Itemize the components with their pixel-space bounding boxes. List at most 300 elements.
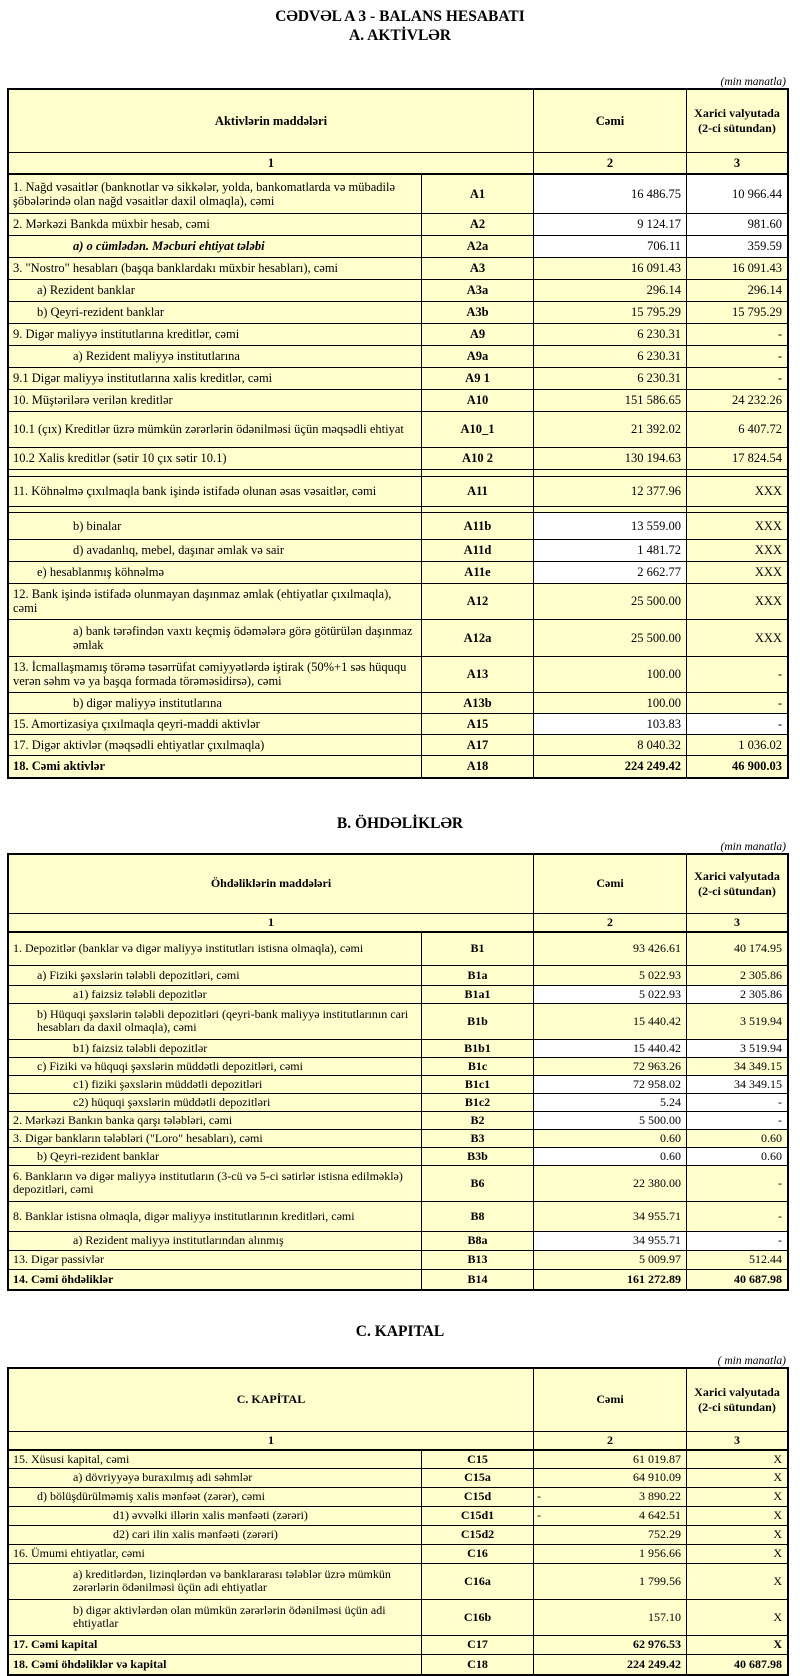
item-code: A3b: [422, 301, 534, 323]
item-label: [9, 1003, 422, 1039]
value-foreign-currency: 15 795.29: [687, 301, 787, 323]
table-row-B1b1: [9, 1039, 787, 1057]
item-code: C15d1: [422, 1506, 534, 1525]
value-total: 296.14: [534, 279, 687, 301]
table-row-B3: [9, 1129, 787, 1147]
value-foreign-currency: -: [687, 692, 787, 713]
item-code: A2: [422, 213, 534, 235]
value-total: 1 956.66: [534, 1544, 687, 1563]
value-foreign-currency: 981.60: [687, 213, 787, 235]
item-label: [9, 1039, 422, 1057]
value-total: 130 194.63: [534, 447, 687, 469]
header-items-column: Aktivlərin maddələri: [9, 90, 534, 152]
value-foreign-currency: XXX: [687, 476, 787, 506]
header-items-column: Öhdəliklərin maddələri: [9, 855, 534, 913]
table-row-A9-1: [9, 367, 787, 389]
item-label: [9, 173, 422, 213]
item-label: [9, 583, 422, 619]
item-label-text: b) digər maliyyə institutlarına: [73, 695, 222, 710]
value-total: 16 091.43: [534, 257, 687, 279]
value-foreign-currency: 16 091.43: [687, 257, 787, 279]
title-line-2-assets: A. AKTİVLƏR: [349, 27, 451, 45]
table-row-A12: [9, 583, 787, 619]
item-code: A12: [422, 583, 534, 619]
value-foreign-currency: 296.14: [687, 279, 787, 301]
item-code: A13b: [422, 692, 534, 713]
item-label-text: 12. Bank işində istifadə olunmayan daşınmaz əmlak (ehtiyatlar çıxılmaqla), cəmi: [13, 587, 392, 616]
value-foreign-currency: -: [687, 1093, 787, 1111]
spacer-cell: [9, 469, 422, 476]
table-row-B6: [9, 1165, 787, 1201]
table-row-B3b: [9, 1147, 787, 1165]
item-label: [9, 257, 422, 279]
value-foreign-currency: XXX: [687, 539, 787, 561]
item-label: [9, 411, 422, 447]
value-foreign-currency: 3 519.94: [687, 1003, 787, 1039]
value-total: 1 799.56: [534, 1563, 687, 1599]
item-label: [9, 561, 422, 583]
column-number-1: 1: [9, 913, 534, 931]
value-total: 8 040.32: [534, 734, 687, 755]
table-row-C15d1: [9, 1506, 787, 1525]
column-number-2: 2: [534, 152, 687, 173]
value-total: 224 249.42: [534, 1654, 687, 1674]
value-foreign-currency: X: [687, 1525, 787, 1544]
unit-note-liabilities: (min manatla): [720, 840, 786, 853]
table-row-A11b: [9, 512, 787, 539]
liabilities-column-number-row: [9, 913, 787, 931]
item-label: [9, 692, 422, 713]
item-code: B8: [422, 1201, 534, 1231]
value-total: 5 500.00: [534, 1111, 687, 1129]
item-label-text: 16. Ümumi ehtiyatlar, cəmi: [13, 1546, 145, 1561]
table-row-A11d: [9, 539, 787, 561]
table-row-A2a: [9, 235, 787, 257]
value-total: 706.11: [534, 235, 687, 257]
item-label-text: 2. Mərkəzi Bankda müxbir hesab, cəmi: [13, 217, 210, 232]
column-number-1: 1: [9, 152, 534, 173]
value-foreign-currency: 2 305.86: [687, 985, 787, 1003]
item-code: A9a: [422, 345, 534, 367]
value-foreign-currency: 3 519.94: [687, 1039, 787, 1057]
item-label-text: 11. Köhnəlmə çıxılmaqla bank işində istifadə olunan əsas vəsaitlər, cəmi: [13, 484, 377, 499]
value-foreign-currency: 1 036.02: [687, 734, 787, 755]
item-label-text: 17. Digər aktivlər (məqsədli ehtiyatlar çıxılmaqla): [13, 737, 265, 752]
table-row-B13: [9, 1250, 787, 1269]
item-label: [9, 1165, 422, 1201]
item-label: [9, 1544, 422, 1563]
item-label-text: a) kreditlərdən, lizinqlərdən və banklararası tələblər üzrə mümkün zərərlərin ödənilməsi üçün adi ehtiyatlar: [73, 1566, 391, 1595]
item-label: [9, 235, 422, 257]
item-code: C17: [422, 1635, 534, 1654]
item-label-text: b1) faizsiz tələbli depozitlər: [73, 1040, 208, 1055]
table-row-A12a: [9, 619, 787, 656]
value-total: 1 481.72: [534, 539, 687, 561]
value-foreign-currency: -: [687, 713, 787, 734]
item-code: A18: [422, 755, 534, 777]
item-label-text: 10.1 (çıx) Kreditlər üzrə mümkün zərərlərin ödənilməsi üçün məqsədli ehtiyat: [13, 422, 404, 437]
table-row-B1a: [9, 965, 787, 985]
item-code: A3: [422, 257, 534, 279]
item-code: B3b: [422, 1147, 534, 1165]
item-label: [9, 1093, 422, 1111]
item-code: B6: [422, 1165, 534, 1201]
value-total: 6 230.31: [534, 323, 687, 345]
table-row-C16: [9, 1544, 787, 1563]
item-label-text: c) Fiziki və hüquqi şəxslərin müddətli depozitləri, cəmi: [37, 1058, 303, 1073]
table-row-B14: [9, 1269, 787, 1289]
value-total: 15 795.29: [534, 301, 687, 323]
assets-column-number-row: [9, 152, 787, 173]
item-code: A2a: [422, 235, 534, 257]
value-total: 151 586.65: [534, 389, 687, 411]
item-label: [9, 713, 422, 734]
value-total: 13 559.00: [534, 512, 687, 539]
value-total: 5 022.93: [534, 965, 687, 985]
item-code: C16b: [422, 1599, 534, 1635]
table-row-A3b: [9, 301, 787, 323]
title-line-1: CƏDVƏL A 3 - BALANS HESABATI: [275, 8, 525, 25]
section-c-title: C. KAPITAL: [355, 1322, 445, 1340]
spacer-cell: [534, 469, 687, 476]
item-label-text: e) hesablanmış köhnəlmə: [37, 565, 165, 580]
value-total: 157.10: [534, 1599, 687, 1635]
item-code: A10: [422, 389, 534, 411]
value-foreign-currency: 512.44: [687, 1250, 787, 1269]
item-code: B2: [422, 1111, 534, 1129]
item-code: B1: [422, 931, 534, 965]
item-label-text: b) Qeyri-rezident banklar: [37, 1148, 159, 1163]
value-foreign-currency: X: [687, 1487, 787, 1506]
column-number-1: 1: [9, 1431, 534, 1449]
item-code: A3a: [422, 279, 534, 301]
value-foreign-currency: 0.60: [687, 1147, 787, 1165]
item-code: A11d: [422, 539, 534, 561]
item-label-text: b) digər aktivlərdən olan mümkün zərərlərin ödənilməsi üçün adi ehtiyatlar: [73, 1602, 386, 1631]
table-row-A11e: [9, 561, 787, 583]
unit-note-assets: (min manatla): [720, 75, 786, 88]
value-foreign-currency: 34 349.15: [687, 1057, 787, 1075]
item-label: [9, 1654, 422, 1674]
item-code: A12a: [422, 619, 534, 656]
item-label-text: a) Rezident maliyyə institutlarına: [73, 349, 240, 364]
value-total: 103.83: [534, 713, 687, 734]
section-b-title: B. ÖHDƏLİKLƏR: [336, 814, 464, 832]
value-foreign-currency: -: [687, 1111, 787, 1129]
header-foreign-currency-column: Xarici valyutada (2-ci sütundan): [694, 869, 780, 898]
item-label: [9, 1231, 422, 1250]
table-row-C18: [9, 1654, 787, 1674]
item-label: [9, 1487, 422, 1506]
value-total: 15 440.42: [534, 1039, 687, 1057]
item-code: C15d: [422, 1487, 534, 1506]
item-label-text: 1. Nağd vəsaitlər (banknotlar və sikkələr, yolda, bankomatlarda və mübadilə şöbələrində olan nağd vəsaitlər daxil olmaqla), cəmi: [13, 179, 396, 208]
item-label: [9, 985, 422, 1003]
value-total: 9 124.17: [534, 213, 687, 235]
item-code: B1a1: [422, 985, 534, 1003]
table-row-A10-2: [9, 447, 787, 469]
value-foreign-currency: 17 824.54: [687, 447, 787, 469]
value-total: 25 500.00: [534, 619, 687, 656]
value-foreign-currency: 40 687.98: [687, 1654, 787, 1674]
table-row-A1: [9, 173, 787, 213]
column-number-2: 2: [534, 1431, 687, 1449]
value-total: 15 440.42: [534, 1003, 687, 1039]
header-total-column: Cəmi: [534, 855, 687, 913]
item-label-text: b) Qeyri-rezident banklar: [37, 305, 165, 320]
table-row-B1c: [9, 1057, 787, 1075]
value-foreign-currency: X: [687, 1468, 787, 1487]
minus-sign: -: [537, 1489, 541, 1504]
item-label: [9, 539, 422, 561]
item-label-text: 13. İcmallaşmamış törəmə təsərrüfat cəmiyyətlərdə iştirak (50%+1 səs hüququ verən səhm və ya başqa formada törəməsidirsə), cəmi: [13, 660, 407, 689]
value-total: 100.00: [534, 656, 687, 692]
liabilities-table-header: [9, 855, 787, 913]
document-title: [0, 0, 800, 46]
item-code: C16a: [422, 1563, 534, 1599]
item-code: B1b1: [422, 1039, 534, 1057]
item-label: [9, 1506, 422, 1525]
table-row-A9: [9, 323, 787, 345]
value-foreign-currency: 34 349.15: [687, 1075, 787, 1093]
minus-sign: -: [537, 1508, 541, 1523]
item-code: A17: [422, 734, 534, 755]
value-total: 0.60: [534, 1129, 687, 1147]
column-number-3: 3: [687, 913, 787, 931]
item-label: [9, 1201, 422, 1231]
value-total: 34 955.71: [534, 1231, 687, 1250]
value-foreign-currency: 0.60: [687, 1129, 787, 1147]
value-total: 93 426.61: [534, 931, 687, 965]
item-label-text: 2. Mərkəzi Bankın banka qarşı tələbləri, cəmi: [13, 1112, 233, 1127]
table-row-B8a: [9, 1231, 787, 1250]
table-row-A18: [9, 755, 787, 777]
item-label-text: 8. Banklar istisna olmaqla, digər maliyyə institutlarının kreditləri, cəmi: [13, 1208, 355, 1223]
item-label: [9, 1111, 422, 1129]
value-total: 0.60: [534, 1147, 687, 1165]
value-total: 161 272.89: [534, 1269, 687, 1289]
assets-table-header: [9, 90, 787, 152]
item-label-text: 17. Cəmi kapital: [13, 1637, 98, 1652]
item-code: B3: [422, 1129, 534, 1147]
item-label: [9, 1563, 422, 1599]
value-total: 6 230.31: [534, 345, 687, 367]
value-total-number: 4 642.51: [639, 1508, 681, 1523]
table-row-A17: [9, 734, 787, 755]
item-label-text: a) Rezident banklar: [37, 283, 135, 298]
item-label: [9, 656, 422, 692]
value-foreign-currency: X: [687, 1544, 787, 1563]
table-row-A3: [9, 257, 787, 279]
table-row-A13: [9, 656, 787, 692]
item-code: A1: [422, 173, 534, 213]
item-label: [9, 1525, 422, 1544]
value-foreign-currency: -: [687, 367, 787, 389]
item-label: [9, 1147, 422, 1165]
table-row-A9a: [9, 345, 787, 367]
value-total: 5.24: [534, 1093, 687, 1111]
item-label-text: b) Hüquqi şəxslərin tələbli depozitləri (qeyri-bank maliyyə institutlarının cari hesabları da daxil olmaqla), cəmi: [37, 1006, 409, 1035]
item-code: A10_1: [422, 411, 534, 447]
value-total: 21 392.02: [534, 411, 687, 447]
item-code: A11e: [422, 561, 534, 583]
value-total: 61 019.87: [534, 1449, 687, 1468]
table-row-C15: [9, 1449, 787, 1468]
item-label-text: a) Rezident maliyyə institutlarından alınmış: [73, 1233, 284, 1248]
item-label-text: a) bank tərəfindən vaxtı keçmiş ödəmələrə görə götürülən daşınmaz əmlak: [73, 623, 413, 652]
item-label: [9, 1269, 422, 1289]
item-code: B1b: [422, 1003, 534, 1039]
value-foreign-currency: X: [687, 1506, 787, 1525]
table-row-A3a: [9, 279, 787, 301]
value-foreign-currency: -: [687, 656, 787, 692]
table-row-B2: [9, 1111, 787, 1129]
value-total: 12 377.96: [534, 476, 687, 506]
value-total: [534, 1506, 687, 1525]
item-label: [9, 734, 422, 755]
value-total-number: 3 890.22: [639, 1489, 681, 1504]
value-foreign-currency: X: [687, 1563, 787, 1599]
table-row-A13b: [9, 692, 787, 713]
item-label-text: 9. Digər maliyyə institutlarına kreditlər, cəmi: [13, 327, 240, 342]
table-row-B1a1: [9, 985, 787, 1003]
value-total: 224 249.42: [534, 755, 687, 777]
table-row-A2: [9, 213, 787, 235]
item-code: C18: [422, 1654, 534, 1674]
item-code: A15: [422, 713, 534, 734]
item-label-text: b) binalar: [73, 518, 122, 533]
item-code: C16: [422, 1544, 534, 1563]
item-label: [9, 1449, 422, 1468]
item-code: A9: [422, 323, 534, 345]
item-label-text: 10. Müştərilərə verilən kreditlər: [13, 393, 173, 408]
value-foreign-currency: 40 687.98: [687, 1269, 787, 1289]
item-label-text: a) Fiziki şəxslərin tələbli depozitləri, cəmi: [37, 967, 240, 982]
value-foreign-currency: -: [687, 345, 787, 367]
value-foreign-currency: -: [687, 1201, 787, 1231]
column-number-2: 2: [534, 913, 687, 931]
table-row-C17: [9, 1635, 787, 1654]
item-label-text: a1) faizsiz tələbli depozitlər: [73, 986, 207, 1001]
table-row-C15d: [9, 1487, 787, 1506]
item-label: [9, 1075, 422, 1093]
item-label: [9, 367, 422, 389]
item-label-text: 3. "Nostro" hesabları (başqa banklardakı müxbir hesabları), cəmi: [13, 261, 339, 276]
value-total: 25 500.00: [534, 583, 687, 619]
item-label: [9, 301, 422, 323]
spacer-cell: [422, 469, 534, 476]
capital-table: [7, 1367, 789, 1676]
item-code: A9 1: [422, 367, 534, 389]
capital-column-number-row: [9, 1431, 787, 1449]
table-row-B8: [9, 1201, 787, 1231]
item-label-text: a) dövriyyəyə buraxılmış adi səhmlər: [73, 1470, 253, 1485]
value-foreign-currency: 2 305.86: [687, 965, 787, 985]
value-foreign-currency: XXX: [687, 583, 787, 619]
table-row-A11: [9, 476, 787, 506]
table-row-C15a: [9, 1468, 787, 1487]
item-label-text: 18. Cəmi öhdəliklər və kapital: [13, 1656, 167, 1671]
item-label: [9, 619, 422, 656]
table-row-B1c2: [9, 1093, 787, 1111]
item-label-text: 9.1 Digər maliyyə institutlarına xalis kreditlər, cəmi: [13, 371, 273, 386]
item-label-text: 15. Amortizasiya çıxılmaqla qeyri-maddi aktivlər: [13, 716, 260, 731]
item-label-text: 13. Digər passivlər: [13, 1252, 104, 1267]
value-total: 2 662.77: [534, 561, 687, 583]
value-foreign-currency: -: [687, 1231, 787, 1250]
item-label: [9, 476, 422, 506]
item-code: B13: [422, 1250, 534, 1269]
value-foreign-currency: X: [687, 1635, 787, 1654]
item-label: [9, 389, 422, 411]
item-label-text: 18. Cəmi aktivlər: [13, 759, 105, 774]
value-total: 72 958.02: [534, 1075, 687, 1093]
item-label-text: c2) hüquqi şəxslərin müddətli depozitləri: [73, 1094, 271, 1109]
item-label-text: 15. Xüsusi kapital, cəmi: [13, 1451, 130, 1466]
item-label: [9, 512, 422, 539]
value-total: 22 380.00: [534, 1165, 687, 1201]
value-foreign-currency: 10 966.44: [687, 173, 787, 213]
item-code: B1a: [422, 965, 534, 985]
item-code: A11b: [422, 512, 534, 539]
value-foreign-currency: 46 900.03: [687, 755, 787, 777]
value-foreign-currency: XXX: [687, 619, 787, 656]
value-total: [534, 1487, 687, 1506]
value-foreign-currency: 6 407.72: [687, 411, 787, 447]
value-foreign-currency: 40 174.95: [687, 931, 787, 965]
table-row-B1c1: [9, 1075, 787, 1093]
value-total: 5 009.97: [534, 1250, 687, 1269]
item-code: A11: [422, 476, 534, 506]
item-label: [9, 755, 422, 777]
item-label-text: d1) əvvəlki illərin xalis mənfəəti (zərəri): [113, 1508, 308, 1523]
item-label-text: c1) fiziki şəxslərin müddətli depozitləri: [73, 1076, 263, 1091]
item-label-text: 6. Bankların və digər maliyyə institutların (3-cü və 5-ci sətirlər istisna edilməklə) depozitləri, cəmi: [13, 1168, 403, 1197]
value-total: 72 963.26: [534, 1057, 687, 1075]
unit-note-capital: ( min manatla): [717, 1354, 786, 1367]
assets-table: [7, 88, 789, 779]
item-label: [9, 931, 422, 965]
item-label: [9, 1468, 422, 1487]
item-label-text: 3. Digər bankların tələbləri ("Loro" hesabları), cəmi: [13, 1130, 263, 1145]
table-row-A10_1: [9, 411, 787, 447]
item-label: [9, 1635, 422, 1654]
spacer-row: [9, 469, 787, 476]
column-number-3: 3: [687, 1431, 787, 1449]
header-items-column: C. KAPİTAL: [9, 1369, 534, 1431]
item-code: C15a: [422, 1468, 534, 1487]
item-label-text: 1. Depozitlər (banklar və digər maliyyə institutları istisna olmaqla), cəmi: [13, 941, 364, 956]
value-total: 16 486.75: [534, 173, 687, 213]
item-label: [9, 1599, 422, 1635]
value-foreign-currency: X: [687, 1449, 787, 1468]
item-label: [9, 1129, 422, 1147]
item-code: B8a: [422, 1231, 534, 1250]
item-code: C15d2: [422, 1525, 534, 1544]
item-code: A13: [422, 656, 534, 692]
header-foreign-currency-column: Xarici valyutada (2-ci sütundan): [694, 106, 780, 135]
item-label: [9, 323, 422, 345]
item-code: B14: [422, 1269, 534, 1289]
liabilities-table: [7, 853, 789, 1291]
value-foreign-currency: -: [687, 323, 787, 345]
table-row-C16b: [9, 1599, 787, 1635]
spacer-cell: [687, 469, 787, 476]
capital-table-header: [9, 1369, 787, 1431]
column-number-3: 3: [687, 152, 787, 173]
item-label-text: 14. Cəmi öhdəliklər: [13, 1271, 114, 1286]
item-label: [9, 447, 422, 469]
